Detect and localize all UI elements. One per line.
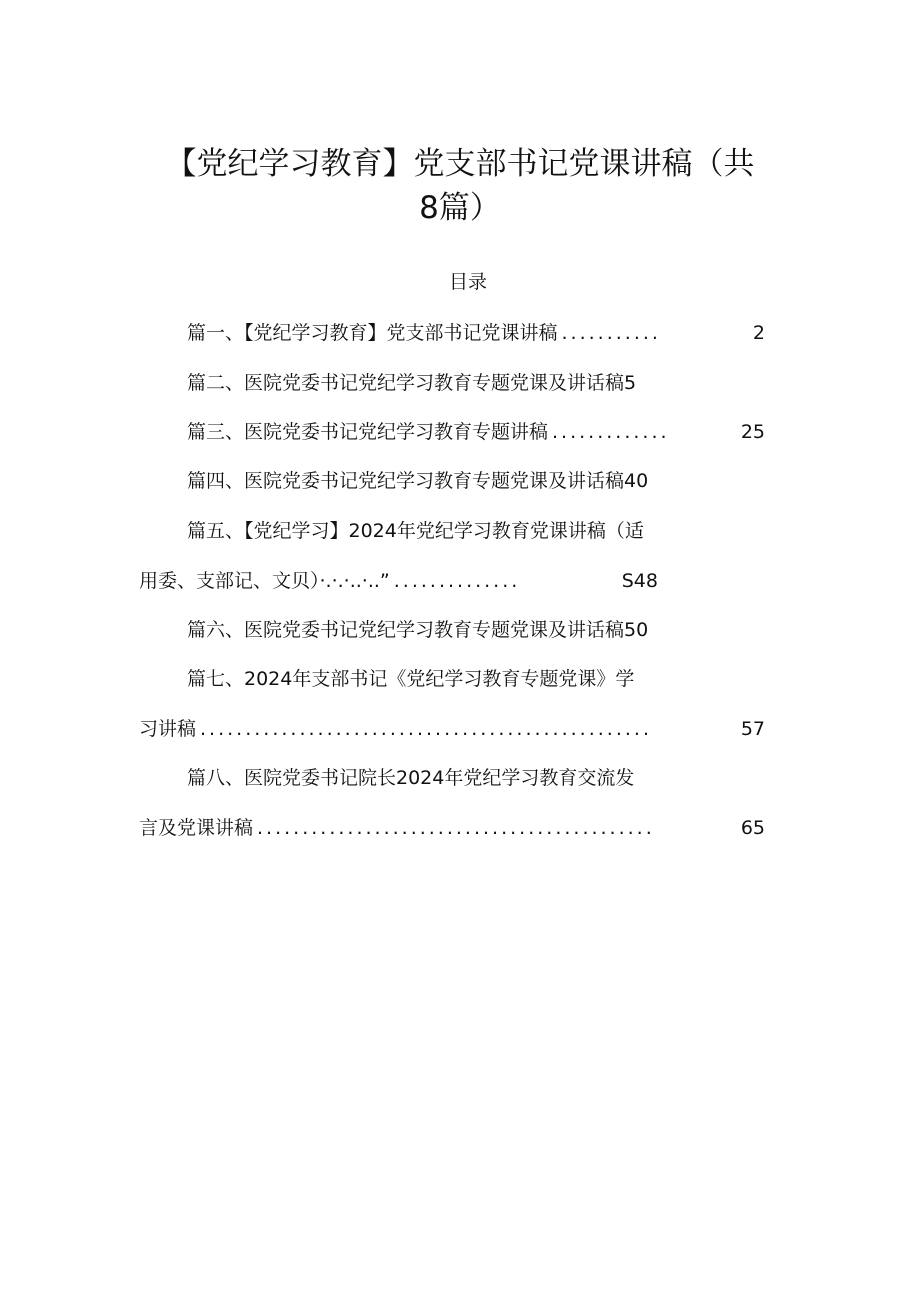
toc-page-number: 65 [740,817,765,839]
toc-entry-label: 篇三、医院党委书记党纪学习教育专题讲稿 [187,421,549,443]
toc-entry-label: 篇一、【党纪学习教育】党支部书记党课讲稿 [187,322,558,344]
toc-entry-8-line1[interactable]: 篇八、医院党委书记院长2024年党纪学习教育交流发 [187,767,635,789]
toc-leader-dots: ............................................ [257,817,655,839]
toc-entry-5-line2[interactable] [139,567,658,595]
toc-page-number: S48 [621,570,658,592]
toc-page-number: 2 [752,322,765,344]
toc-entry-4[interactable]: 篇四、医院党委书记党纪学习教育专题党课及讲话稿40 [187,470,649,492]
toc-entry-label: 用委、支部记、文贝）·.·.·..·..” [139,570,390,592]
toc-entry-3[interactable] [187,418,765,446]
toc-leader-dots: .................................................. [200,718,652,740]
toc-entry-label: 言及党课讲稿 [139,817,254,839]
toc-entry-7-line1[interactable]: 篇七、2024年支部书记《党纪学习教育专题党课》学 [187,668,635,690]
toc-leader-dots: ........... [561,322,661,344]
toc-entry-5-line1[interactable]: 篇五、【党纪学习】2024年党纪学习教育党课讲稿（适 [187,520,644,542]
toc-entry-label: 习讲稿 [139,718,197,740]
toc-entry-1[interactable] [187,319,765,347]
document-title-line1: 【党纪学习教育】党支部书记党课讲稿（共 [165,146,755,182]
toc-page-number: 57 [740,718,765,740]
toc-page-number: 25 [740,421,765,443]
toc-entry-2[interactable]: 篇二、医院党委书记党纪学习教育专题党课及讲话稿5 [187,372,637,394]
toc-entry-8-line2[interactable] [139,814,765,842]
toc-heading: 目录 [448,271,487,293]
document-title-line2: 8篇） [419,190,501,226]
toc-entry-7-line2[interactable] [139,715,765,743]
toc-leader-dots: ............. [552,421,670,443]
toc-leader-dots: .............. [393,570,521,592]
toc-entry-6[interactable]: 篇六、医院党委书记党纪学习教育专题党课及讲话稿50 [187,619,649,641]
